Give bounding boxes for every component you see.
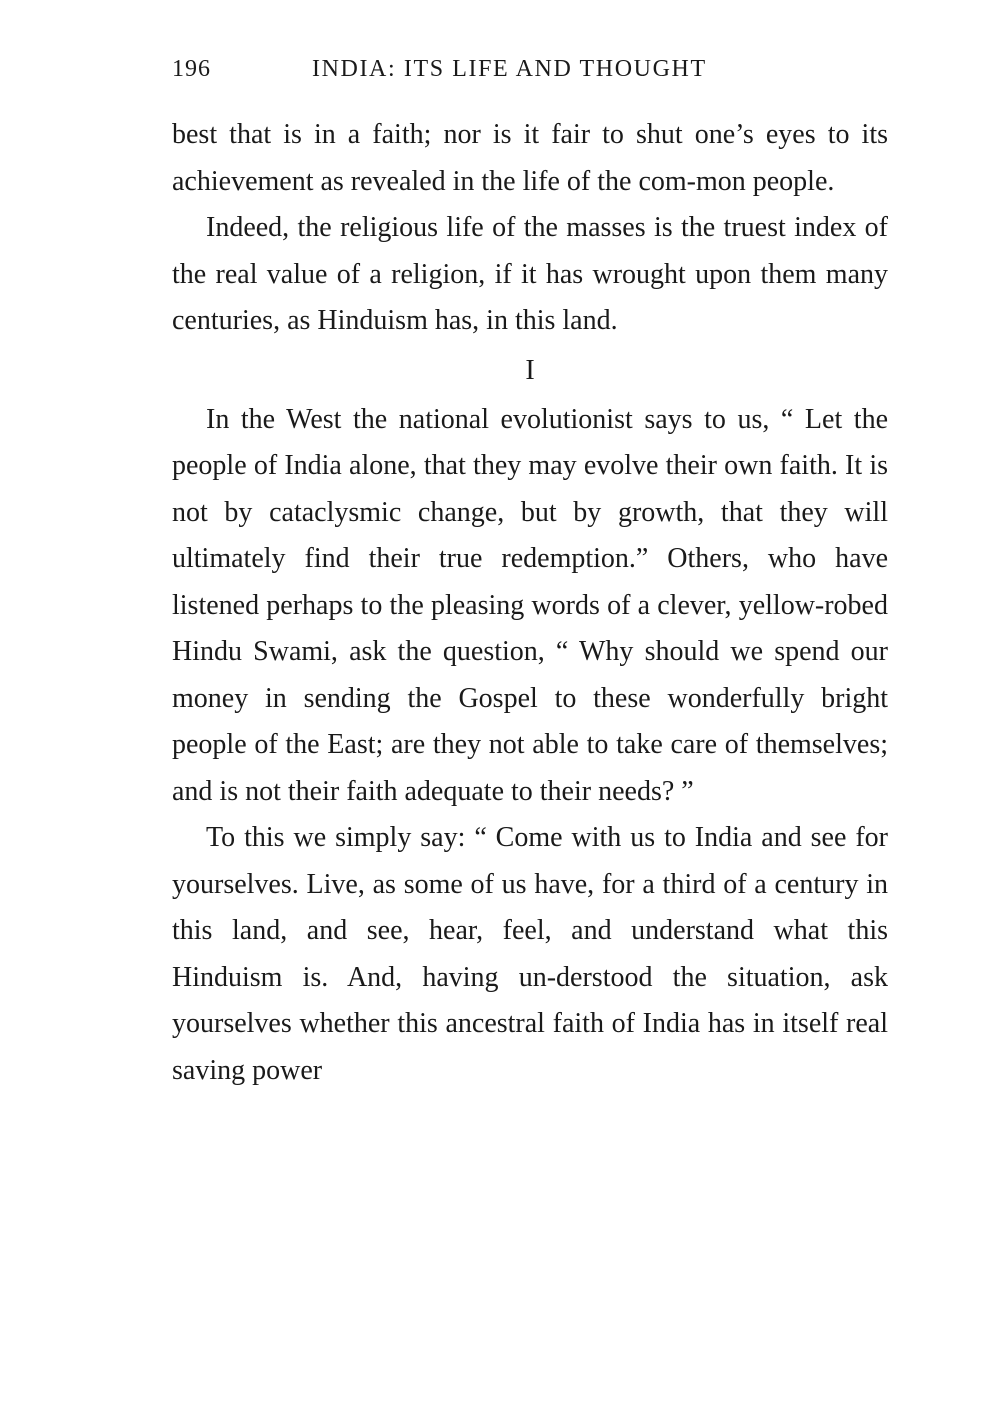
body-text — [172, 112, 888, 1094]
paragraph: In the West the national evolutionist says to us, “ Let the people of India alone, that they may evolve their own faith. It is not by cataclysmic change, but by growth, that they will ultimately find their true redemption.” Others, who have listened perhaps to the pleasing words of a clever, yellow-robed Hindu Swami, ask the question, “ Why should we spend our money in sending the Gospel to these wonderfully bright people of the East; are they not able to take care of themselves; and is not their faith adequate to their needs? ” — [172, 403, 888, 807]
paragraph: To this we simply say: “ Come with us to India and see for yourselves. Live, as some of us have, for a third of a century in this land, and see, hear, feel, and understand what this Hinduism is. And, having un-derstood the situation, ask yourselves whether this ancestral faith of India has in itself real saving power — [172, 822, 888, 1086]
paragraph: Indeed, the religious life of the masses is the truest index of the real value of a religion, if it has wrought upon them many centuries, as Hinduism has, in this land. — [172, 212, 888, 336]
paragraph-continued: best that is in a faith; nor is it fair to shut one’s eyes to its achievement as revealed in the life of the com-mon people. — [172, 119, 888, 197]
section-numeral: I — [525, 354, 535, 386]
page-number: 196 — [172, 56, 211, 82]
running-title: INDIA: ITS LIFE AND THOUGHT — [312, 56, 707, 82]
running-head — [172, 52, 888, 88]
